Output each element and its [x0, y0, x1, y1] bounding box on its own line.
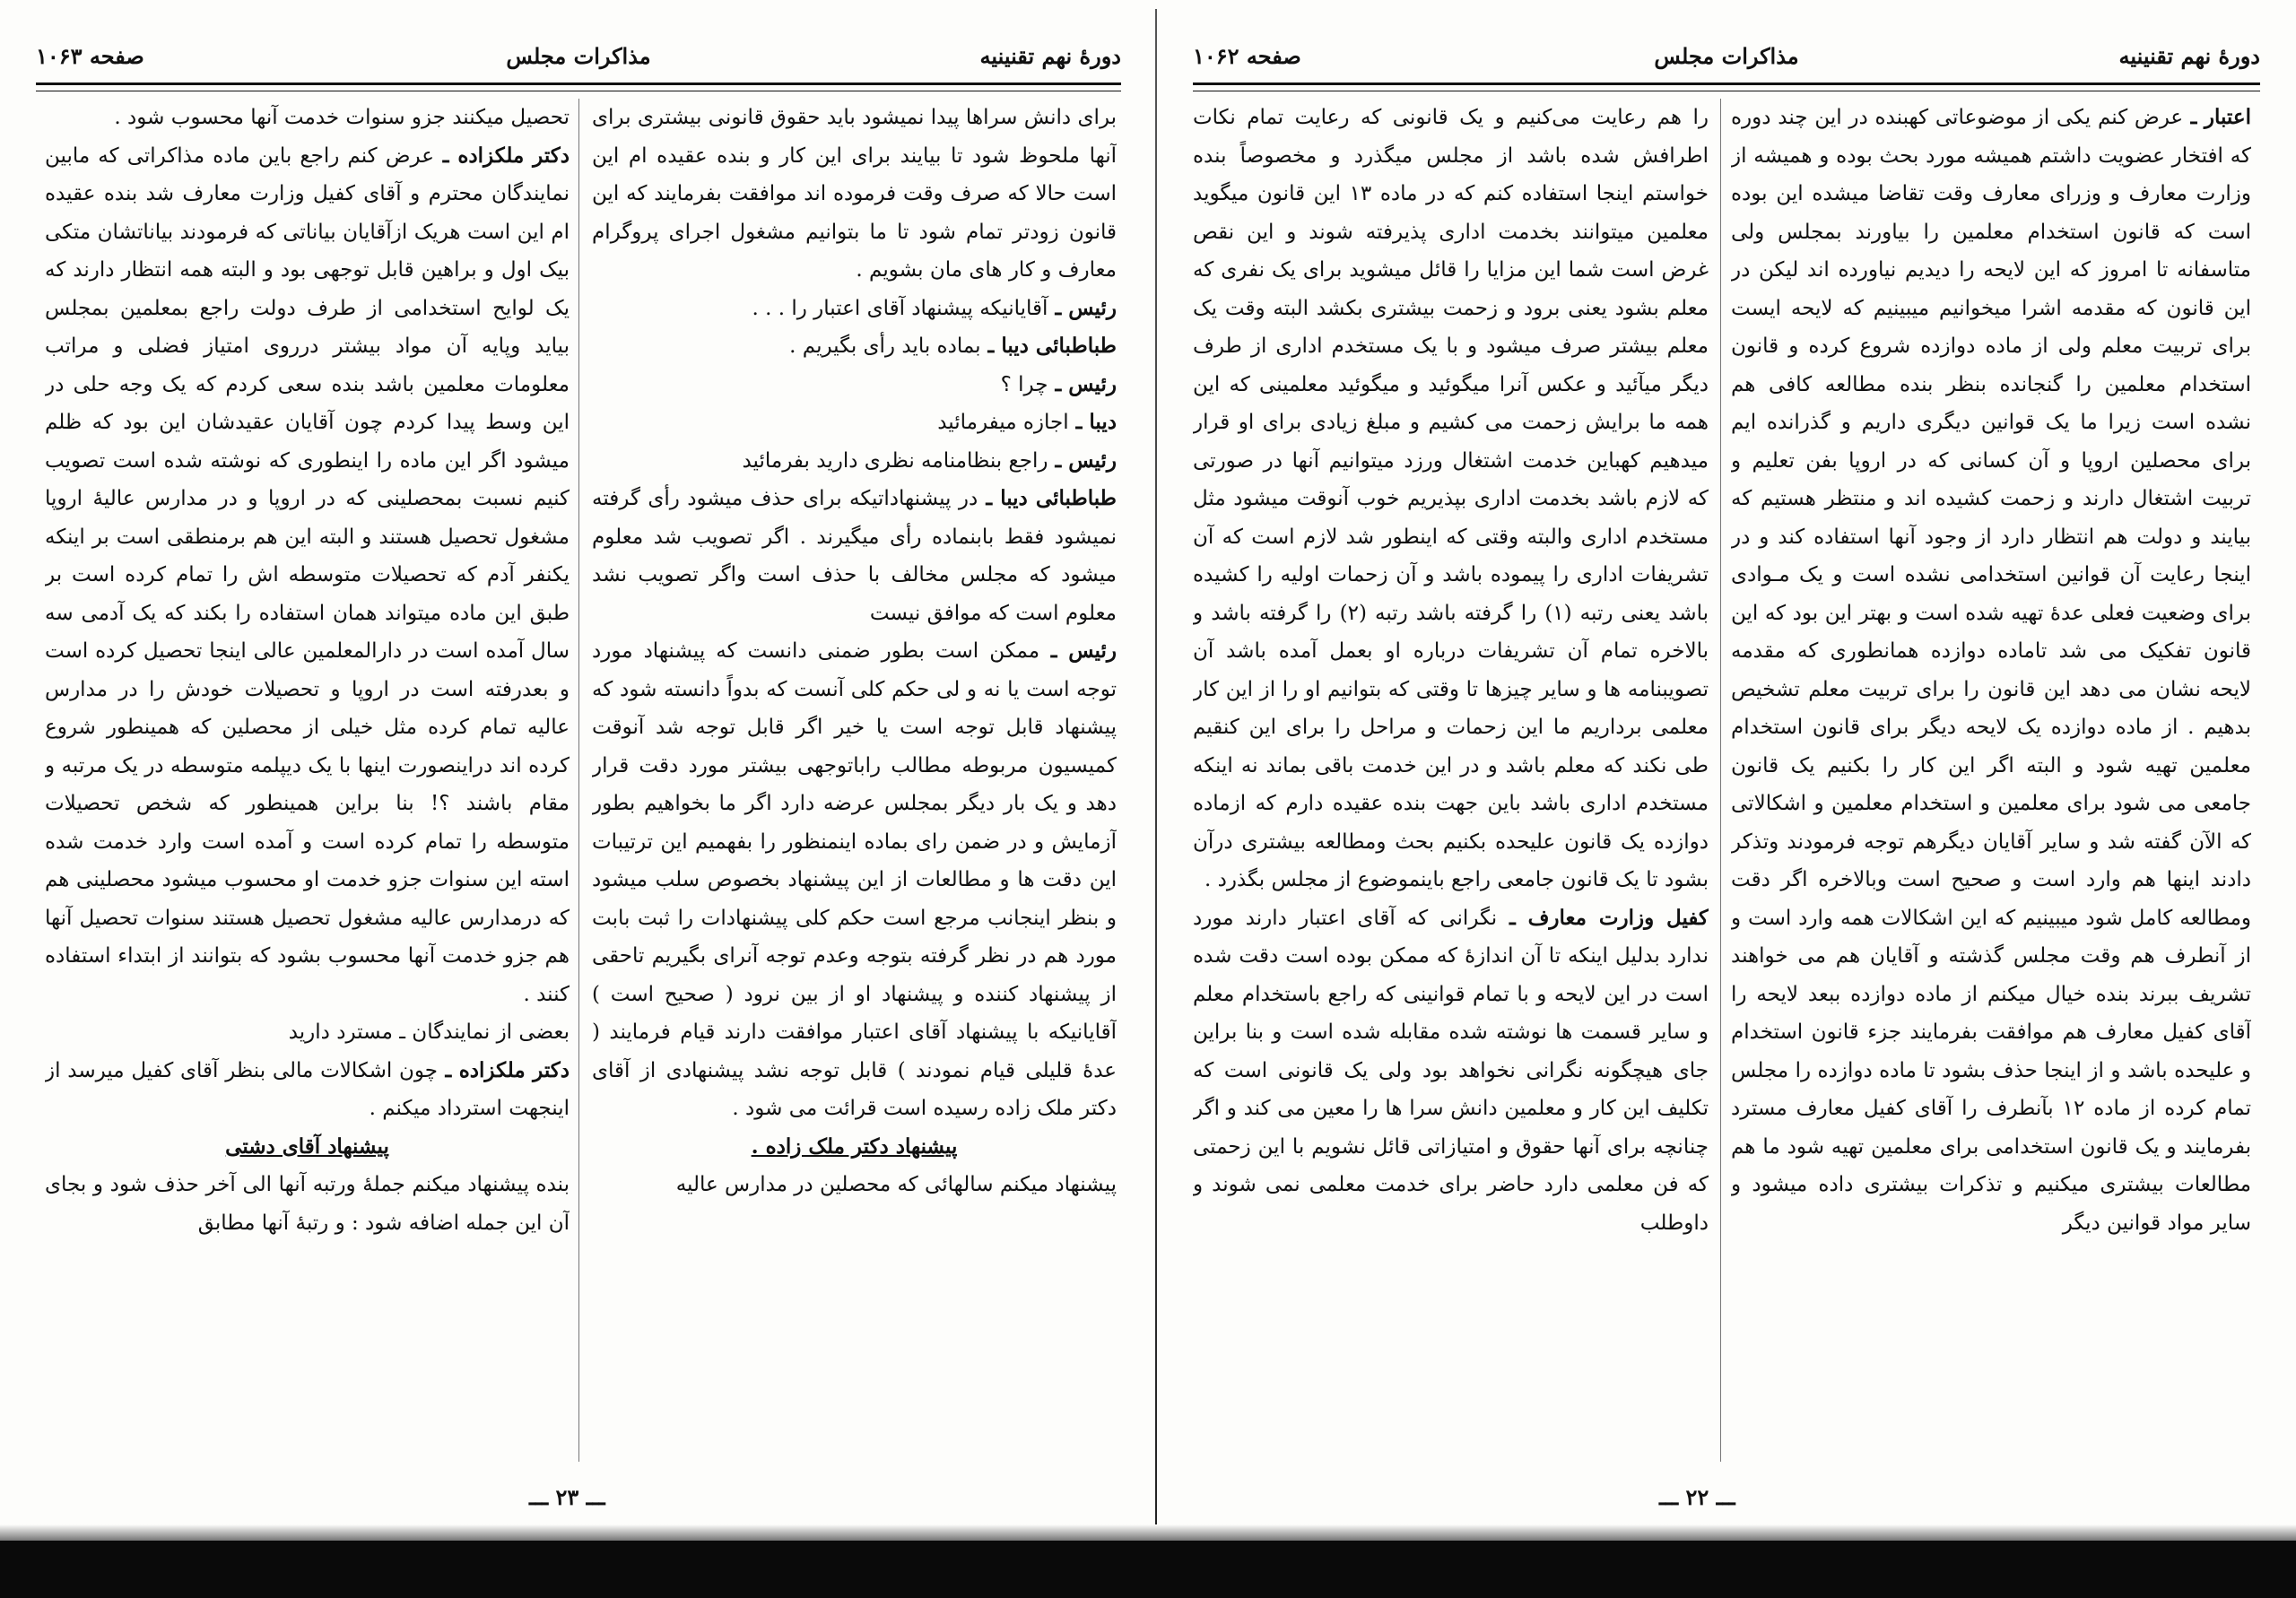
speaker-name: رئیس	[1068, 638, 1117, 663]
header-rule	[1193, 83, 2260, 91]
text-paragraph: برای دانش سراها پیدا نمیشود باید حقوق قانونی بیشتری برای آنها ملحوظ شود تا بیایند برای این کار و بنده عقیده ام این است حالا که صرف وقت فرموده اند موافقت بفرمایند که این قانون زودتر تمام شود تا ما بتوانیم مشغول اجرای پروگرام معارف و کار های مان بشویم .	[592, 106, 1117, 282]
left-page-right-column	[592, 99, 1117, 1462]
proposal-heading	[45, 1128, 570, 1167]
column-divider	[578, 99, 579, 1462]
speech-text: راجع بنظامنامه نظری دارید بفرمائید	[742, 448, 1048, 473]
speaker-name: رئیس	[1068, 371, 1117, 396]
speaker-name: طباطبائی دیبا	[1001, 334, 1117, 358]
speaker-dash: ـ	[433, 143, 458, 168]
page-footer-number: ـــ ۲۳ ـــ	[529, 1484, 605, 1510]
speaker-dash: ـ	[978, 486, 1001, 510]
speaker-dash: ـ	[1048, 447, 1069, 473]
speaker-dash: ـ	[980, 334, 1002, 358]
speaker-name: رئیس	[1068, 447, 1117, 473]
speech-text: اجازه میفرمائید	[937, 411, 1069, 434]
page-footer-number: ـــ ۲۲ ـــ	[1659, 1484, 1735, 1510]
proposal-heading	[592, 1128, 1117, 1167]
session-title: دورهٔ نهم تقنینیه	[979, 43, 1121, 69]
speaker-dash: ـ	[1048, 371, 1069, 396]
header-rule	[36, 83, 1121, 91]
scan-shadow	[0, 1524, 2296, 1541]
right-page-header	[1193, 38, 2260, 83]
page-number-label: صفحه ۱۰۶۳	[36, 43, 144, 69]
speech-paragraph	[592, 632, 1117, 1128]
speaker-dash: ـ	[1497, 905, 1528, 930]
text-paragraph: بنده پیشنهاد میکنم جملهٔ ورتبه آنها الی آخر حذف شود و بجای آن این جمله اضافه شود : و رتبهٔ آنها مطابق	[45, 1173, 570, 1235]
text-paragraph: را هم رعایت می‌کنیم و یک قانونی که رعایت تمام نکات اطرافش شده باشد از مجلس میگذرد و مخصوصاً بنده خواستم اینجا استفاده کنم که در ماده ۱۳ این قانون میگوید معلمین میتوانند بخدمت اداری پذیرفته شوند و این نقص غرض است شما این مزایا را قائل میشوید برای یک نفری که معلم بشود یعنی برود و زحمت بیشتری بکشد البته وقت یک معلم بیشتر صرف میشود و با یک مستخدم اداری از طرف دیگر میآئید و عکس آنرا میگوئید و میگوئید معلمینی که این همه ما برایش زحمت می کشیم و مبلغ زیادی برای او قرار میدهیم کهباین خدمت اشتغال ورزد میتوانیم آنها در صورتی که لازم باشد بخدمت اداری بپذیریم خوب آنوقت میشود مثل مستخدم اداری والبته وقتی که اینطور شد لازم است که آن تشریفات اداری را پیموده باشد و آن زحمات اولیه را کشیده باشد یعنی رتبه (۱) را گرفته باشد رتبه (۲) را گرفته باشد و بالاخره تمام آن تشریفات درباره او بعمل آمده باشد آن تصویبنامه ها و سایر چیزها تا وقتی که بتوانیم او را از این کار معلمی برداریم ما این زحمات و مراحل را برای این کنقیم طی نکند که معلم باشد و در این خدمت باقی بماند نه اینکه مستخدم اداری باشد باین جهت بنده عقیده دارم که ازماده دوازده یک قانون علیحده بکنیم بحث ومطالعه بیشتری درآن بشود تا یک قانون جامعی راجع باینموضوع از مجلس بگذرد .	[1193, 106, 1709, 891]
right-page	[1157, 0, 2296, 1524]
speech-paragraph	[592, 442, 1117, 481]
speech-paragraph	[1193, 899, 1709, 1243]
speech-text: ممکن است بطور ضمنی دانست که پیشنهاد مورد توجه است یا نه و لی حکم کلی آنست که بدواً دانسته شود که پیشنهاد قابل توجه است یا خیر اگر قابل توجه شد آنوقت کمیسیون مربوطه مطالب راباتوجهی بیشتر مورد دقت قرار دهد و یک بار دیگر بمجلس عرضه دارد اگر ما بخواهیم بطور آزمایش و در ضمن رای بماده اینمنظور را بفهمیم این ترتیبات این دقت ها و مطالعات از این پیشنهاد بخصوص سلب میشود و بنظر اینجانب مرجع است حکم کلی پیشنهادات را ثبت بابت مورد هم در نظر گرفته بتوجه وعدم توجه آنرای بگیریم تاحقی از پیشنهاد کننده و پیشنهاد او از بین نرود ( صحیح است ) آقایانیکه با پیشنهاد آقای اعتبار موافقت دارند قیام فرمایند ( عدهٔ قلیلی قیام نمودند ) قابل توجه نشد پیشنهادی از آقای دکتر ملک زاده رسیده است قرائت می شود .	[592, 639, 1117, 1120]
text-paragraph: پیشنهاد میکنم سالهائی که محصلین در مدارس عالیه	[675, 1173, 1117, 1196]
speaker-name: اعتبار	[2204, 105, 2251, 129]
right-page-right-column	[1731, 99, 2251, 1462]
left-page	[0, 0, 1157, 1524]
speech-text: چرا ؟	[1000, 372, 1048, 396]
speech-text: نگرانی که آقای اعتبار دارند مورد ندارد بدلیل اینکه تا آن اندازهٔ که ممکن بوده است دقت شده است در این لایحه و با تمام قوانینی که راجع باستخدام معلم و سایر قسمت ها نوشته شده مقابله شده است و بنا براین جای هیچگونه نگرانی نخواهد بود ولی یک قانونی است که تکلیف این کار و معلمین دانش سرا ها را معین می کند و اگر چنانچه برای آنها حقوق و امتیازاتی قائل نشویم با این زحمتی که فن معلمی دارد حاضر برای خدمت معلمی نمی شوند و داوطلب	[1193, 906, 1709, 1235]
speech-text: در پیشنهاداتیکه برای حذف میشود رأی گرفته نمیشود فقط بابنماده رأی میگیرند . اگر تصویب شد معلوم میشود که مجلس مخالف با حذف است واگر تصویب نشد معلوم است که موافق نیست	[592, 487, 1117, 625]
speaker-name: دکتر ملکزاده	[458, 1057, 570, 1082]
left-page-header	[36, 38, 1121, 83]
speech-paragraph	[45, 1052, 570, 1128]
speaker-name: دکتر ملکزاده	[457, 143, 570, 168]
proposal-heading-text: پیشنهاد آقای دشتی	[225, 1133, 389, 1159]
session-title: دورهٔ نهم تقنینیه	[2118, 43, 2260, 69]
speech-text: آقایانیکه پیشنهاد آقای اعتبار را . . .	[752, 296, 1048, 320]
left-page-left-column	[45, 99, 570, 1462]
speaker-name: دیبا	[1089, 410, 1117, 434]
speaker-dash: ـ	[1039, 638, 1069, 663]
speech-text: عرض کنم یکی از موضوعاتی کهبنده در این چند دوره که افتخار عضویت داشتم همیشه مورد بحث بوده و همیشه از وزارت معارف و وزرای معارف وقت تقاضا میشده این بوده است که قانون استخدام معلمین را بیاورند بمجلس ولی متاسفانه تا امروز که این لایحه را دیدیم نیاورده اند لیکن در این قانون که مقدمه اشرا میخوانیم میبینیم که لایحه ایست برای تربیت معلم ولی از ماده دوازده شروع کرده و قانون استخدام معلمین را گنجانده بنظر بنده مطالعه کافی هم نشده است زیرا ما یک قوانین دیگری داریم و گذرانده ایم برای محصلین اروپا و آن کسانی که در اروپا بفن تعلیم و تربیت اشتغال دارند و زحمت کشیده اند و منتظر هستیم که بیایند و دولت هم انتظار دارد از وجود آنها استفاده کند و در اینجا رعایت آن قوانین استخدامی نشده است و یک مـوادی برای وضعیت فعلی عدهٔ تهیه شده است و بهتر این بود که این قانون تفکیک می شد تاماده دوازده همانطوری که مقدمه لایحه نشان می دهد این قانون را برای تربیت معلم تشخیص بدهیم . از ماده دوازده یک لایحه دیگر برای قانون استخدام معلمین تهیه شود و البته اگر این کار را بکنیم یک قانون جامعی می شود برای معلمین و استخدام معلمین و اشکالاتی که الآن گفته شد و سایر آقایان دیگرهم توجه فرمودند وتذکر دادند اینها هم وارد است و صحیح است وبالاخره اگر دقت ومطالعه کامل شود میبینیم که این اشکالات همه وارد است و از آنطرف هم وقت مجلس گذشته و آقایان هم می خواهند تشریف ببرند بنده خیال میکنم از ماده دوازده ببعد لایحه را آقای کفیل معارف هم موافقت بفرمایند جزء قانون استخدام و علیحده باشد و از اینجا حذف بشود تا ماده دوازده را مجلس تمام کرده از ماده ۱۲ بآنطرف را آقای کفیل معارف مسترد بفرمایند و یک قانون استخدامی برای معلمین تهیه شود ما هم مطالعات بیشتری میکنیم و تذکرات بیشتری داده میشود و سایر مواد قوانین دیگر	[1731, 106, 2251, 1235]
speech-paragraph	[592, 366, 1117, 404]
speech-paragraph	[592, 404, 1117, 442]
page-number-label: صفحه ۱۰۶۲	[1193, 43, 1301, 69]
speaker-dash: ـ	[2183, 105, 2205, 129]
speaker-dash: ـ	[1068, 410, 1090, 434]
speech-paragraph	[592, 290, 1117, 328]
publication-title: مذاکرات مجلس	[506, 43, 651, 69]
speech-paragraph	[592, 480, 1117, 632]
speech-paragraph	[592, 327, 1117, 366]
speech-paragraph	[45, 137, 570, 1014]
speaker-name: کفیل وزارت معارف	[1527, 905, 1709, 930]
speech-paragraph	[1731, 99, 2251, 1242]
speaker-name: رئیس	[1068, 295, 1117, 320]
column-divider	[1720, 99, 1721, 1462]
text-paragraph: بعضی از نمایندگان ـ مسترد دارید	[288, 1020, 570, 1044]
proposal-heading-text: پیشنهاد دکتر ملک زاده .	[751, 1133, 958, 1159]
speaker-name: طباطبائی دیبا	[1000, 486, 1117, 510]
speech-text: چون اشکالات مالی بنظر آقای کفیل میرسد از اینجهت استرداد میکنم .	[45, 1058, 570, 1120]
right-page-left-column	[1193, 99, 1709, 1462]
publication-title: مذاکرات مجلس	[1654, 43, 1799, 69]
text-paragraph: تحصیل میکنند جزو سنوات خدمت آنها محسوب شود .	[114, 106, 570, 129]
speech-text: عرض کنم راجع باین ماده مذاکراتی که مابین نمایندگان محترم و آقای کفیل وزارت معارف شد بنده عقیده ام این است هریک ازآقایان بیاناتی که فرمودند بیاناتشان متکی بیک اول و براهین قابل توجهی بود و البته همه انتظار دارند که یک لوایح استخدامی از طرف دولت راجع بمعلمین بمجلس بیاید وپایه آن مواد بیشتر درروی امتیاز فضلی و مراتب معلومات معلمین باشد بنده سعی کردم که یک وجه حلی در این وسط پیدا کردم چون آقایان عقیدشان این بود که ظلم میشود اگر این ماده را اینطوری که نوشته شده است تصویب کنیم نسبت بمحصلینی که در اروپا و در مدارس عالیهٔ اروپا مشغول تحصیل هستند و البته این هم برمنطقی است بر اینکه یکنفر آدم که تحصیلات متوسطه اش را تمام کرده است بر طبق این ماده میتواند همان استفاده را بکند که یک آدمی سه سال آمده است در دارالمعلمین عالی اینجا تحصیل کرده است و بعدرفته است در اروپا و تحصیلات خودش را در مدارس عالیه تمام کرده مثل خیلی از محصلین که همینطور شروع کرده اند دراینصورت اینها با یک دیپلمه متوسطه در یک مرتبه و مقام باشند ؟! بنا براین همینطور که شخص تحصیلات متوسطه را تمام کرده است و آمده است وارد خدمت شده استه این سنوات جزو خدمت او محسوب میشود محصلینی هم که درمدارس عالیه مشغول تحصیل هستند سنوات تحصیل آنها هم جزو خدمت آنها محسوب بشود که بتوانند از ابتداء استفاده کنند .	[45, 143, 570, 1006]
speaker-dash: ـ	[438, 1057, 459, 1082]
speaker-dash: ـ	[1048, 295, 1069, 320]
speech-text: بماده باید رأی بگیریم .	[789, 334, 981, 358]
scan-black-border	[0, 1541, 2296, 1598]
